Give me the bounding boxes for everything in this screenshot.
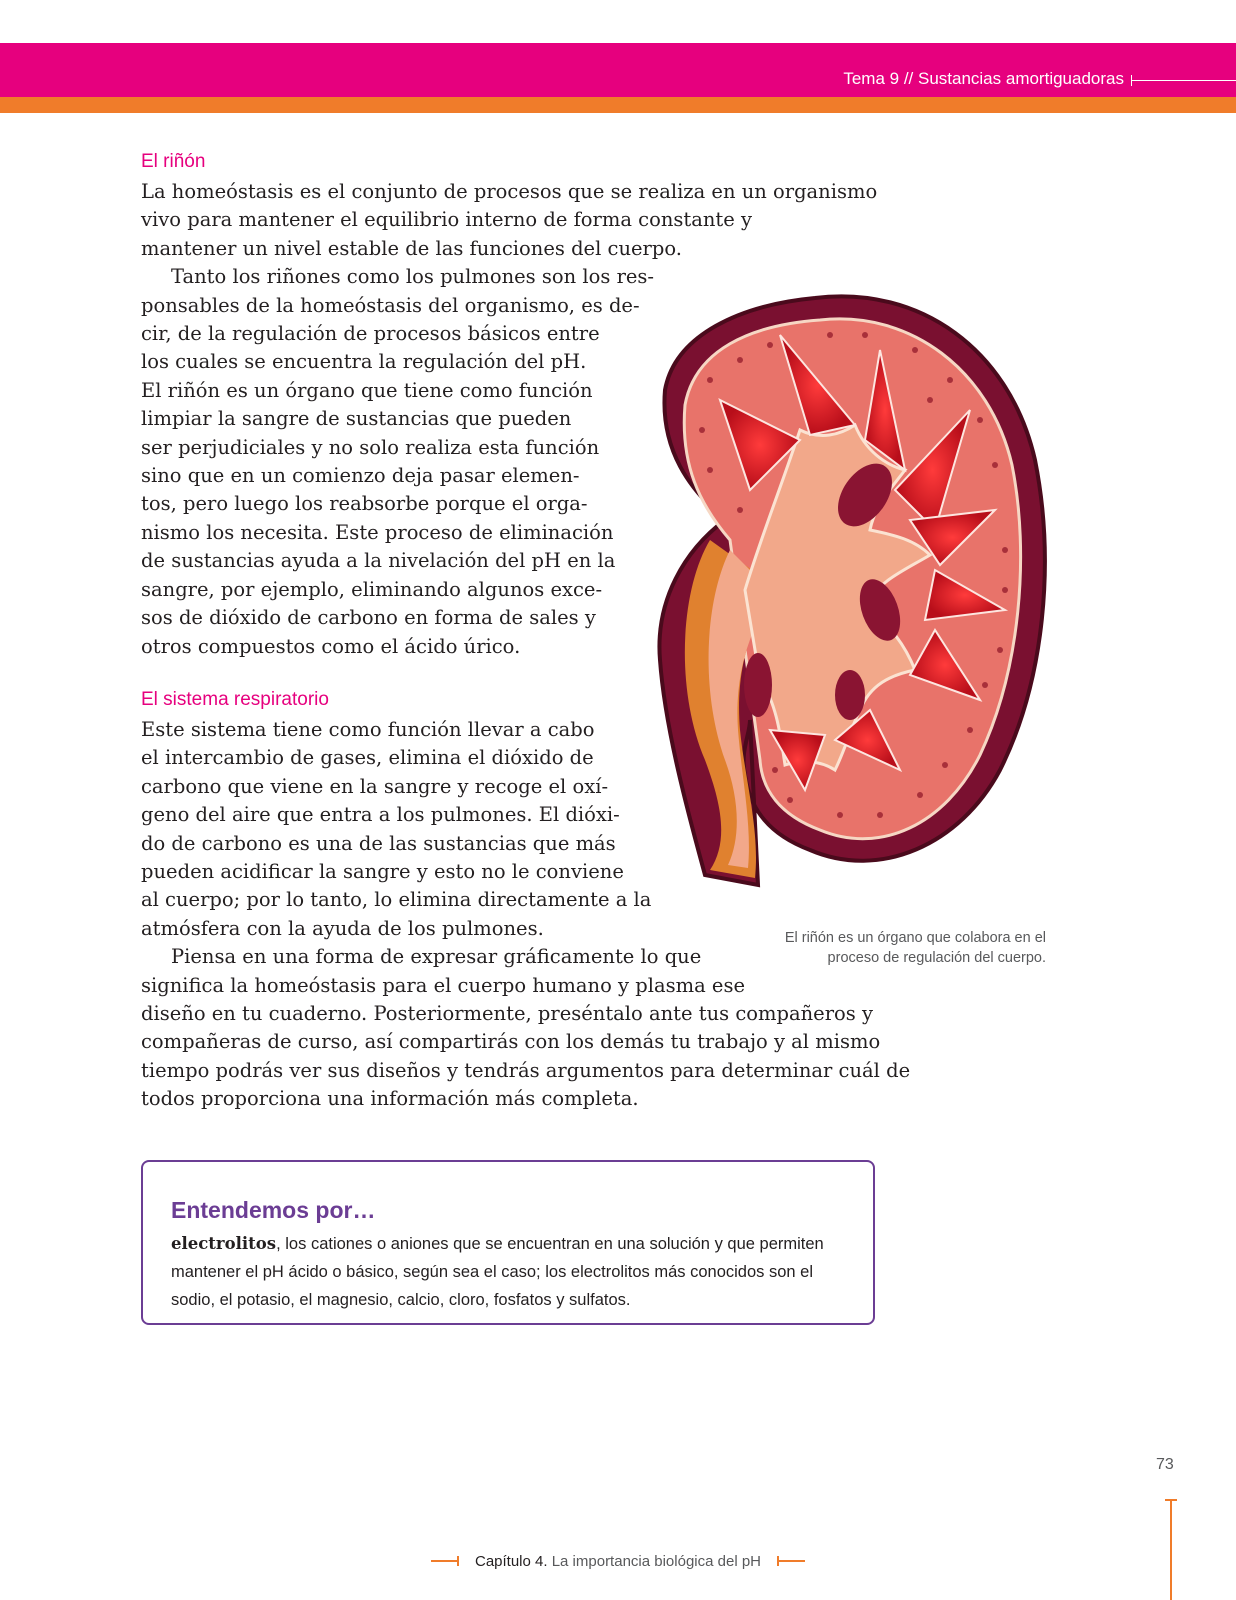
text-line: al cuerpo; por lo tanto, lo elimina directamente a la <box>141 888 652 912</box>
text-line: ponsables de la homeóstasis del organismo, es de- <box>141 293 640 317</box>
footer <box>0 1549 1236 1570</box>
figure-caption <box>686 928 1046 968</box>
footer-chapter: Capítulo 4. <box>474 1552 548 1570</box>
text-line: Este sistema tiene como función llevar a cabo <box>141 718 595 741</box>
text-line: El riñón es un órgano que tiene como función <box>141 378 593 402</box>
text-line: atmósfera con la ayuda de los pulmones. <box>141 916 544 940</box>
text-line: Piensa en una forma de expresar gráficamente lo que <box>171 945 702 969</box>
text-line: diseño en tu cuaderno. Posteriormente, preséntalo ante tus compañeros y <box>141 1002 873 1026</box>
text-line: todos proporciona una información más completa. <box>141 1087 639 1111</box>
text-line: limpiar la sangre de sustancias que pueden <box>141 407 572 431</box>
section-title-respiratory: El sistema respiratorio <box>141 689 329 710</box>
text-line: do de carbono es una de las sustancias que más <box>141 831 616 855</box>
glossary-box <box>141 1160 875 1325</box>
text-line: sino que en un comienzo deja pasar elemen- <box>141 464 580 488</box>
text-line: compañeras de curso, así compartirás con los demás tu trabajo y al mismo <box>141 1030 881 1054</box>
text-line: mantener un nivel estable de las funciones del cuerpo. <box>141 236 682 260</box>
text-line: tos, pero luego los reabsorbe porque el orga- <box>141 492 588 516</box>
footer-chapter-title: La importancia biológica del pH <box>547 1552 761 1570</box>
text-line: sangre, por ejemplo, eliminando algunos exce- <box>141 577 603 601</box>
glossary-line: sodio, el potasio, el magnesio, calcio, cloro, fosfatos y sulfatos. <box>171 1291 631 1309</box>
text-line: geno del aire que entra a los pulmones. El dióxi- <box>141 803 620 827</box>
header-title: Tema 9 // Sustancias amortiguadoras <box>843 69 1124 88</box>
text-line: cir, de la regulación de procesos básicos entre <box>141 322 600 346</box>
footer-rule-right <box>777 1560 805 1562</box>
text-line: significa la homeóstasis para el cuerpo humano y plasma ese <box>141 973 746 997</box>
footer-text <box>475 1553 761 1570</box>
header-band-orange <box>0 97 1236 113</box>
glossary-definition <box>171 1230 841 1314</box>
text-line: sos de dióxido de carbono en forma de sales y <box>141 606 596 630</box>
glossary-title: Entendemos por… <box>171 1197 376 1223</box>
text-line: carbono que viene en la sangre y recoge el oxí- <box>141 774 609 798</box>
section-title-kidney: El riñón <box>141 151 206 172</box>
text-line: vivo para mantener el equilibrio interno de forma constante y <box>141 208 753 232</box>
text-line: otros compuestos como el ácido úrico. <box>141 634 521 658</box>
glossary-line: mantener el pH ácido o básico, según sea el caso; los electrolitos más conocidos son el <box>171 1263 814 1281</box>
text-line: tiempo podrás ver sus diseños y tendrás argumentos para determinar cuál de <box>141 1058 911 1082</box>
footer-rule-left <box>431 1560 459 1562</box>
text-line: ser perjudiciales y no solo realiza esta función <box>141 435 600 459</box>
page-number: 73 <box>1156 1456 1174 1473</box>
text-line: el intercambio de gases, elimina el dióxido de <box>141 746 594 770</box>
caption-line: proceso de regulación del cuerpo. <box>827 950 1046 966</box>
text-line: de sustancias ayuda a la nivelación del pH en la <box>141 549 616 573</box>
caption-line: El riñón es un órgano que colabora en el <box>784 930 1046 946</box>
text-line: pueden acidificar la sangre y esto no le conviene <box>141 860 624 884</box>
text-line: Tanto los riñones como los pulmones son los res- <box>171 265 655 289</box>
glossary-term: electrolitos <box>171 1234 277 1253</box>
header-rule <box>1131 80 1236 81</box>
text-line: nismo los necesita. Este proceso de eliminación <box>141 520 614 544</box>
glossary-line: , los cationes o aniones que se encuentran en una solución y que permiten <box>276 1235 824 1253</box>
text-line: La homeóstasis es el conjunto de procesos que se realiza en un organismo <box>141 180 878 203</box>
header-tick <box>1131 75 1132 86</box>
text-line: los cuales se encuentra la regulación del pH. <box>141 350 587 374</box>
kidney-illustration <box>650 290 1050 910</box>
